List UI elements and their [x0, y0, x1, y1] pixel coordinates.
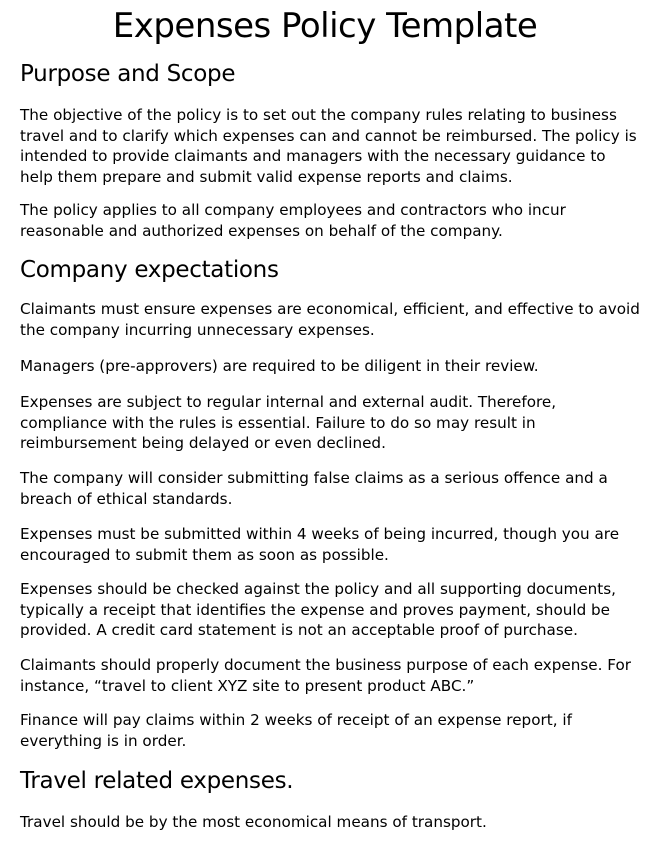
text-line: compliance with the rules is essential. Failure to do so may result in [20, 413, 536, 432]
paragraph-policy-objective [20, 105, 640, 187]
text-line: breach of ethical standards. [20, 489, 233, 508]
paragraph-travel-transport [20, 812, 640, 833]
section-heading-purpose-and-scope: Purpose and Scope [20, 61, 236, 87]
text-line: provided. A credit card statement is not an acceptable proof of purchase. [20, 621, 578, 639]
text-line: the company incurring unnecessary expenses. [20, 320, 375, 339]
paragraph-submission-deadline [20, 524, 640, 565]
text-line: Finance will pay claims within 2 weeks of receipt of an expense report, if [20, 711, 572, 729]
text-line: instance, “travel to client XYZ site to present product ABC.” [20, 676, 475, 695]
paragraph-false-claims [20, 468, 640, 509]
paragraph-audit [20, 392, 640, 454]
text-line: Claimants must ensure expenses are economical, efficient, and effective to avoid [20, 300, 640, 318]
text-line: typically a receipt that identifies the expense and proves payment, should be [20, 600, 611, 619]
text-line: Expenses are subject to regular internal and external audit. Therefore, [20, 393, 557, 411]
text-line: Expenses should be checked against the policy and all supporting documents, [20, 580, 616, 598]
text-line: Managers (pre-approvers) are required to be diligent in their review. [20, 357, 539, 375]
section-heading-travel-related-expenses: Travel related expenses. [20, 768, 294, 794]
text-line: Claimants should properly document the business purpose of each expense. For [20, 656, 632, 674]
text-line: Travel should be by the most economical means of transport. [20, 813, 487, 831]
text-line: The objective of the policy is to set out the company rules relating to business [20, 106, 617, 124]
text-line: help them prepare and submit valid expense reports and claims. [20, 167, 513, 186]
text-line: intended to provide claimants and managers with the necessary guidance to [20, 147, 606, 165]
text-line: Expenses must be submitted within 4 weeks of being incurred, though you are [20, 525, 620, 543]
paragraph-supporting-documents [20, 579, 640, 641]
paragraph-manager-review [20, 356, 640, 377]
text-line: travel and to clarify which expenses can and cannot be reimbursed. The policy is [20, 126, 637, 145]
text-line: encouraged to submit them as soon as possible. [20, 545, 389, 564]
text-line: The company will consider submitting false claims as a serious offence and a [20, 469, 608, 487]
paragraph-policy-applicability [20, 200, 640, 241]
document-title: Expenses Policy Template [112, 6, 538, 46]
paragraph-economical-expenses [20, 299, 640, 340]
text-line: everything is in order. [20, 731, 187, 750]
paragraph-finance-payment [20, 710, 640, 751]
section-heading-company-expectations: Company expectations [20, 257, 279, 283]
paragraph-business-purpose [20, 655, 640, 696]
text-line: reimbursement being delayed or even declined. [20, 434, 386, 452]
text-line: The policy applies to all company employees and contractors who incur [20, 201, 566, 219]
text-line: reasonable and authorized expenses on behalf of the company. [20, 221, 503, 240]
